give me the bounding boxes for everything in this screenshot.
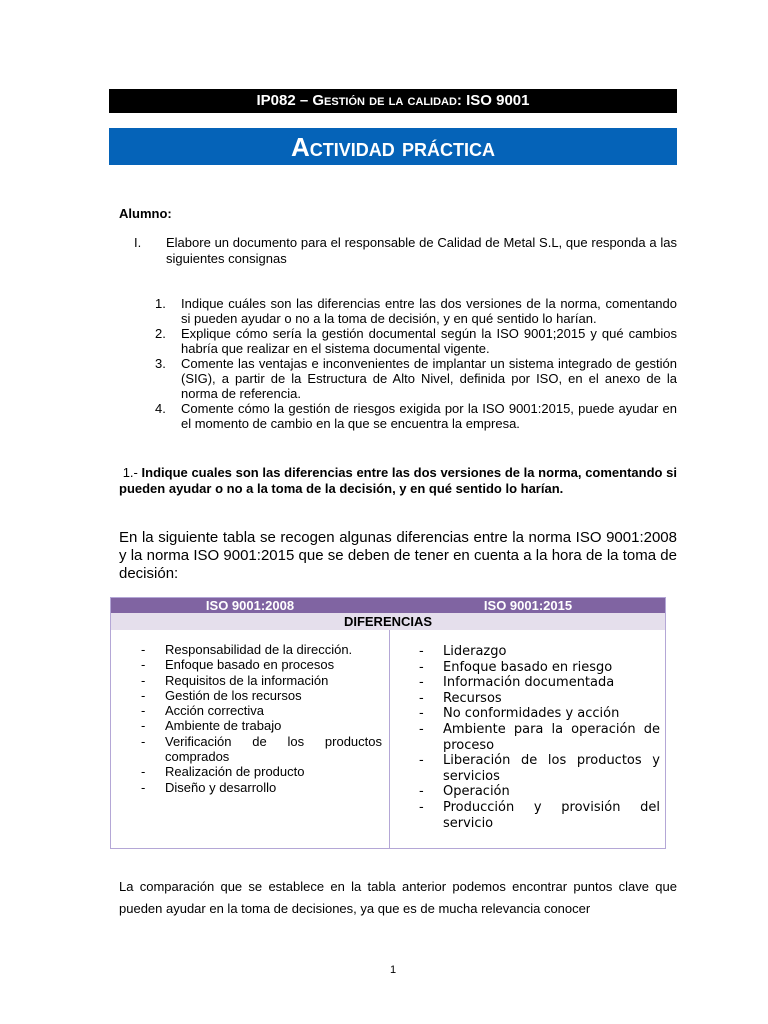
bullet-dash: - [141, 703, 146, 719]
bullet-dash: - [419, 644, 424, 659]
list-item-text: Información documentada [443, 675, 615, 691]
list-item-text: Enfoque basado en procesos [165, 657, 335, 673]
list-item-text: Verificación de los productos comprados [165, 733, 382, 765]
list-item [141, 642, 382, 657]
bullet-dash: - [419, 799, 424, 815]
list-item [141, 734, 382, 765]
bullet-dash: - [141, 642, 146, 657]
bullet-dash: - [141, 672, 146, 688]
table-header-row [111, 598, 665, 613]
list-item-text: Producción y provisión del servicio [443, 799, 660, 831]
question-item [155, 326, 677, 356]
page-title: Actividad práctica [109, 128, 677, 165]
column-header-2015: ISO 9001:2015 [483, 598, 573, 613]
list-item-text: Acción correctiva [165, 703, 264, 719]
answer-heading-text: Indique cuales son las diferencias entre las dos versiones de la norma, comentando si pueden ayudar o no a la toma de la decisión, y en qué sentido lo harían. [119, 465, 677, 496]
bullet-dash: - [141, 779, 146, 795]
student-label: Alumno: [119, 206, 172, 221]
list-item-text: Gestión de los recursos [165, 687, 302, 703]
bullet-dash: - [419, 721, 424, 737]
bullet-dash: - [141, 657, 146, 673]
list-item [419, 691, 660, 707]
question-text: Comente cómo la gestión de riesgos exigida por la ISO 9001:2015, puede ayudar en el momento de cambio en la que se encuentra la empresa. [181, 401, 677, 431]
bullet-dash: - [141, 687, 146, 703]
bullet-dash: - [419, 659, 424, 675]
answer-prefix: 1.- [122, 465, 138, 480]
bullet-dash: - [419, 753, 424, 769]
list-item-text: No conformidades y acción [443, 706, 620, 722]
question-number: 2. [155, 326, 166, 341]
list-item [141, 673, 382, 688]
column-header-2008: ISO 9001:2008 [205, 598, 295, 613]
bullet-dash: - [141, 733, 146, 749]
iso-2015-column [419, 644, 660, 831]
questions-list [155, 296, 677, 431]
list-item [141, 780, 382, 795]
question-item [155, 296, 677, 326]
question-text: Comente las ventajas e inconvenientes de implantar un sistema integrado de gestión (SIG), a partir de la Estructura de Alto Nivel, definida por ISO, en el anexo de la norma de referencia. [181, 356, 677, 401]
bullet-dash: - [141, 718, 146, 734]
question-item [155, 401, 677, 431]
page-number: 1 [389, 964, 397, 976]
list-item [141, 688, 382, 703]
question-number: 4. [155, 401, 166, 416]
list-item [419, 753, 660, 784]
list-item-text: Enfoque basado en riesgo [443, 659, 613, 675]
bullet-dash: - [141, 764, 146, 780]
task-number: I. [134, 235, 142, 250]
table-subheader: DIFERENCIAS [111, 613, 665, 630]
list-item [419, 660, 660, 676]
list-item-text: Operación [443, 784, 510, 800]
closing-paragraph: La comparación que se establece en la tabla anterior podemos encontrar puntos clave que pueden ayudar en la toma de decisiones, ya que es de mucha relevancia conocer [119, 879, 677, 916]
list-item-text: Requisitos de la información [165, 672, 329, 688]
list-item [419, 644, 660, 660]
list-item-text: Recursos [443, 690, 502, 706]
intro-paragraph: En la siguiente tabla se recogen algunas diferencias entre la norma ISO 9001:2008 y la norma ISO 9001:2015 que se deben de tener en cuenta a la hora de la toma de decisión: [119, 529, 677, 582]
answer-heading [119, 465, 677, 497]
list-item-text: Diseño y desarrollo [165, 779, 277, 795]
question-number: 3. [155, 356, 166, 371]
list-item-text: Ambiente de trabajo [165, 718, 282, 734]
differences-table [110, 597, 666, 849]
iso-2008-column [141, 642, 382, 795]
task-text: Elabore un documento para el responsable de Calidad de Metal S.L, que responda a las siguientes consignas [166, 235, 677, 266]
list-item [141, 703, 382, 718]
list-item [419, 784, 660, 800]
list-item [141, 764, 382, 779]
list-item [419, 800, 660, 831]
course-header: IP082 – Gestión de la calidad: ISO 9001 [109, 89, 677, 113]
question-text: Indique cuáles son las diferencias entre las dos versiones de la norma, comentando si pueden ayudar o no a la toma de decisión, y en qué sentido lo harían. [181, 296, 677, 326]
list-item-text: Realización de producto [165, 764, 305, 780]
question-text: Explique cómo sería la gestión documental según la ISO 9001;2015 y qué cambios habría que realizar en el sistema documental vigente. [181, 326, 677, 356]
list-item-text: Ambiente para la operación de proceso [443, 721, 660, 753]
list-item [141, 657, 382, 672]
bullet-dash: - [419, 675, 424, 691]
question-number: 1. [155, 296, 166, 311]
list-item [419, 706, 660, 722]
bullet-dash: - [419, 784, 424, 800]
list-item [419, 722, 660, 753]
list-item-text: Responsabilidad de la dirección. [165, 642, 353, 657]
list-item [419, 675, 660, 691]
bullet-dash: - [419, 706, 424, 722]
question-item [155, 356, 677, 401]
column-divider [389, 630, 390, 849]
bullet-dash: - [419, 690, 424, 706]
list-item-text: Liberación de los productos y servicios [443, 753, 660, 784]
list-item-text: Liderazgo [443, 644, 507, 659]
list-item [141, 718, 382, 733]
